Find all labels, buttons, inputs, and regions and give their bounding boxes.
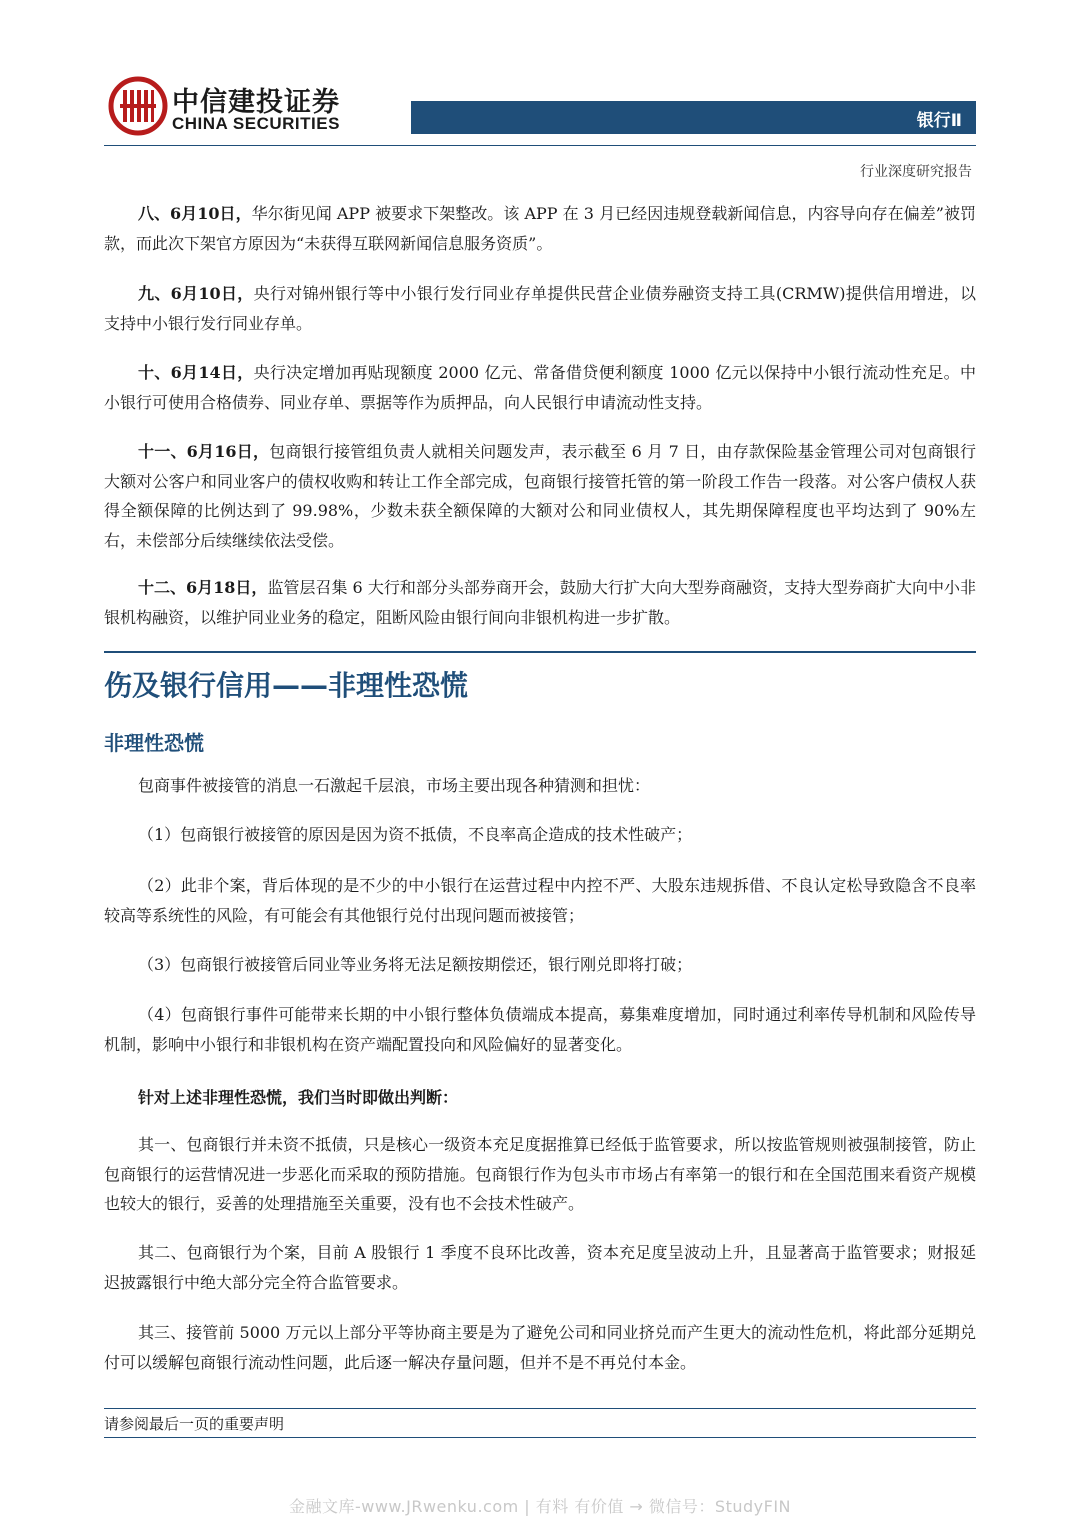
section-divider (104, 651, 976, 653)
footer-divider-bottom (104, 1437, 976, 1438)
footer-disclaimer: 请参阅最后一页的重要声明 (104, 1415, 285, 1433)
news-item-11: 十一、6月16日，包商银行接管组负责人就相关问题发声，表示截至 6 月 7 日，由存款保险基金管理公司对包商银行大额对公客户和同业客户的债权收购和转让工作全部完成，包商银行接管托管的第一阶段工作告一段落。对公客户债权人获得全额保障的比例达到了 99.98%，少数未获全额保障的大额对公和同业债权人，其先期保障程度也平均达到了 90%左右，未偿部分后续继续依法受偿。 (104, 442, 976, 550)
judgment-3: 其三、接管前 5000 万元以上部分平等协商主要是为了避免公司和同业挤兑而产生更大的流动性危机，将此部分延期兑付可以缓解包商银行流动性问题，此后逐一解决存量问题，但并不是不再兑付本金。 (104, 1323, 976, 1372)
section-title: 伤及银行信用——非理性恐慌 (104, 669, 469, 702)
judgment-2: 其二、包商银行为个案，目前 A 股银行 1 季度不良环比改善，资本充足度呈波动上升，且显著高于监管要求；财报延迟披露银行中绝大部分完全符合监管要求。 (104, 1243, 976, 1292)
brand-name-cn: 中信建投证券 (172, 87, 340, 118)
watermark: 金融文库-www.JRwenku.com | 有料 有价值 → 微信号：StudyFIN (288, 1497, 792, 1516)
concern-item-1: （1）包商银行被接管的原因是因为资不抵债，不良率高企造成的技术性破产； (138, 825, 693, 844)
section-subtitle: 非理性恐慌 (104, 731, 204, 755)
concern-item-4: （4）包商银行事件可能带来长期的中小银行整体负债端成本提高，募集难度增加，同时通过利率传导机制和风险传导机制，影响中小银行和非银机构在资产端配置投向和风险偏好的显著变化。 (104, 1005, 976, 1054)
footer-divider (104, 1408, 976, 1409)
section-intro: 包商事件被接管的消息一石激起千层浪，市场主要出现各种猜测和担忧： (138, 776, 651, 795)
news-item-8: 八、6月10日，华尔街见闻 APP 被要求下架整改。该 APP 在 3 月已经因违规登载新闻信息，内容导向存在偏差”被罚款，而此次下架官方原因为“未获得互联网新闻信息服务资质”。 (104, 204, 976, 253)
company-logo-icon (108, 76, 168, 136)
concern-item-2: （2）此非个案，背后体现的是不少的中小银行在运营过程中内控不严、大股东违规拆借、不良认定松导致隐含不良率较高等系统性的风险，有可能会有其他银行兑付出现问题而被接管； (104, 876, 976, 925)
judgment-heading: 针对上述非理性恐慌，我们当时即做出判断： (138, 1088, 459, 1107)
concern-item-3: （3）包商银行被接管后同业等业务将无法足额按期偿还，银行刚兑即将打破； (138, 955, 693, 974)
brand-name-en: CHINA SECURITIES (172, 114, 340, 133)
report-type: 行业深度研究报告 (860, 164, 972, 180)
sector-bar (411, 101, 976, 134)
sector-label: 银行Ⅱ (916, 111, 962, 131)
news-item-12: 十二、6月18日，监管层召集 6 大行和部分头部券商开会，鼓励大行扩大向大型券商融资，支持大型券商扩大向中小非银机构融资，以维护同业业务的稳定，阻断风险由银行间向非银机构进一步扩散。 (104, 578, 976, 627)
news-item-10: 十、6月14日，央行决定增加再贴现额度 2000 亿元、常备借贷便利额度 1000 亿元以保持中小银行流动性充足。中小银行可使用合格债券、同业存单、票据等作为质押品，向人民银行申请流动性支持。 (104, 363, 976, 412)
header-divider (104, 145, 976, 146)
judgment-1: 其一、包商银行并未资不抵债，只是核心一级资本充足度据推算已经低于监管要求，所以按监管规则被强制接管，防止包商银行的运营情况进一步恶化而采取的预防措施。包商银行作为包头市市场占有率第一的银行和在全国范围来看资产规模也较大的银行，妥善的处理措施至关重要，没有也不会技术性破产。 (104, 1135, 976, 1213)
news-item-9: 九、6月10日，央行对锦州银行等中小银行发行同业存单提供民营企业债券融资支持工具(CRMW)提供信用增进，以支持中小银行发行同业存单。 (104, 284, 976, 333)
